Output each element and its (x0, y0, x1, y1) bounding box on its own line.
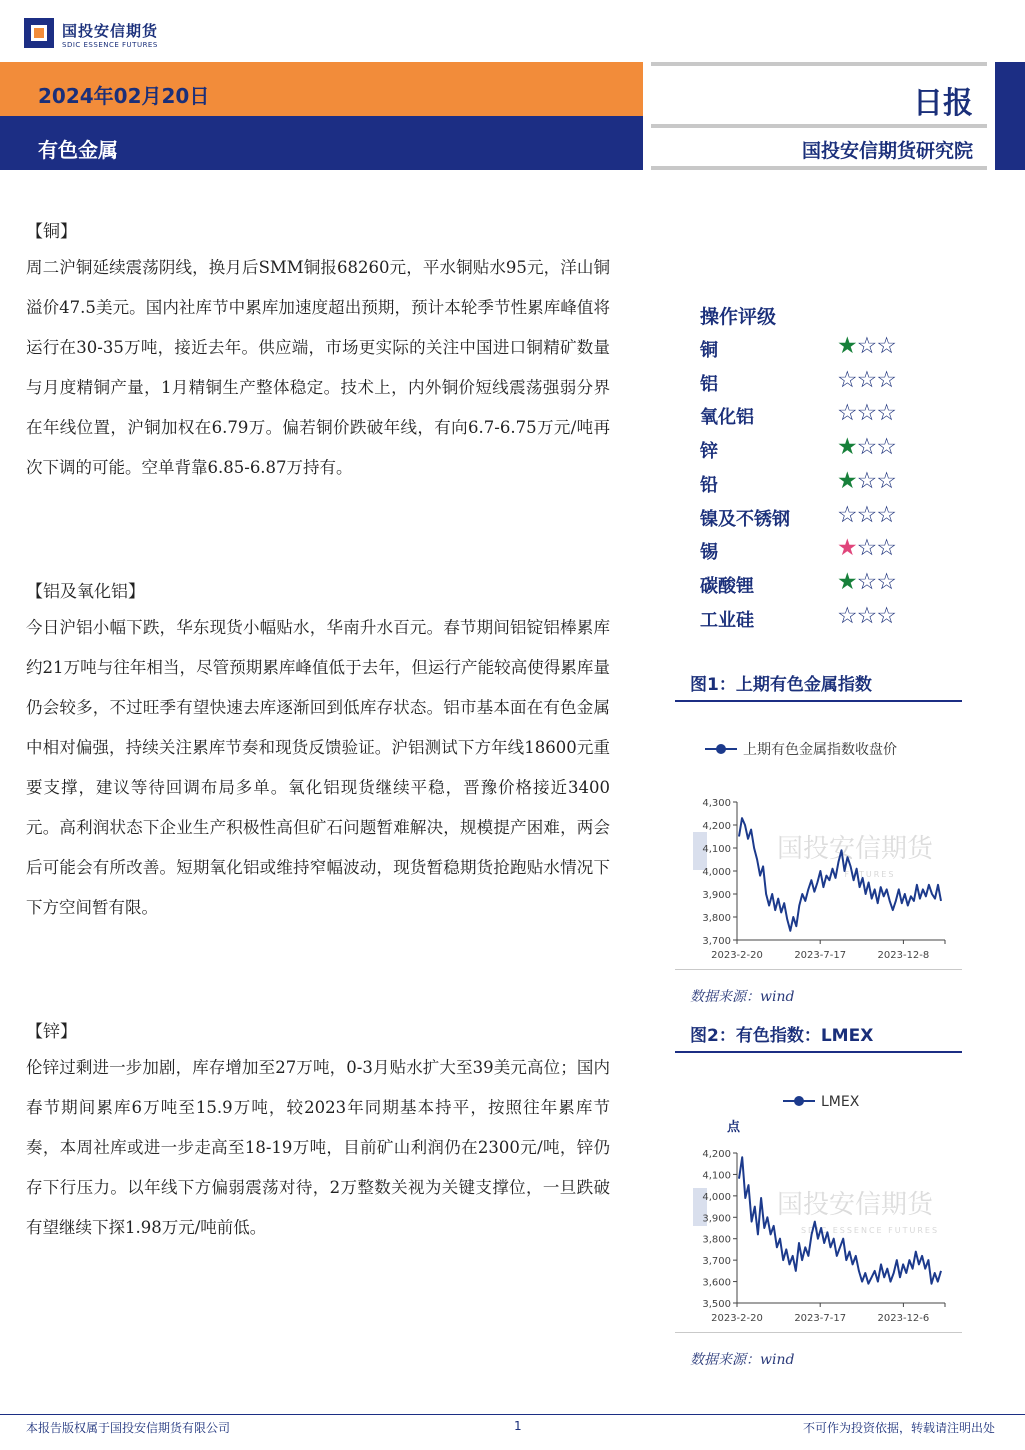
rating-stars (837, 603, 896, 629)
report-date: 2024年02月20日 (38, 84, 210, 108)
star-filled-icon: ★ (837, 535, 857, 562)
star-empty-icon: ☆ (856, 535, 877, 562)
star-empty-icon: ☆ (876, 501, 896, 528)
rating-name: 工业硅 (700, 609, 754, 631)
rating-row (700, 501, 920, 539)
logo-name-cn: 国投安信期货 (62, 22, 159, 40)
rating-name: 碳酸锂 (700, 575, 754, 597)
y-tick-label: 3,900 (702, 890, 731, 901)
rating-row (700, 333, 920, 370)
legend-label: 上期有色金属指数收盘价 (743, 742, 897, 758)
y-tick-label: 4,100 (702, 844, 731, 855)
x-tick-label: 2023-7-17 (794, 1313, 847, 1324)
star-filled-icon: ★ (837, 467, 857, 494)
star-empty-icon: ☆ (876, 568, 896, 595)
star-filled-icon: ★ (837, 333, 857, 359)
rating-name: 锡 (700, 542, 718, 564)
rating-title: 操作评级 (700, 306, 777, 328)
report-sector: 有色金属 (38, 138, 118, 162)
header-rule-middle (651, 124, 987, 128)
star-filled-icon: ★ (837, 434, 857, 461)
star-empty-icon: ☆ (837, 366, 857, 393)
section-text-copper: 周二沪铜延续震荡阴线，换月后SMM铜报68260元，平水铜贴水95元，洋山铜溢价47.5美元。国内社库节中累库加速度超出预期，预计本轮季节性累库峰值将运行在30-35万吨，接近去年。供应端，市场更实际的关注中国进口铜精矿数量与月度精铜产量，1月精铜生产整体稳定。技术上，内外铜价短线震荡强弱分界在年线位置，沪铜加权在6.79万。偏若铜价跌破年线，有向6.7-6.75万元/吨再次下调的可能。空单背靠6.85-6.87万持有。 (26, 258, 610, 477)
series-line (739, 1157, 941, 1283)
y-tick-label: 3,600 (702, 1277, 731, 1289)
x-tick-label: 2023-7-17 (794, 950, 847, 961)
figure-1-title: 图1：上期有色金属指数 (690, 675, 872, 695)
star-empty-icon: ☆ (876, 602, 896, 629)
section-text-aluminium: 今日沪铝小幅下跌，华东现货小幅贴水，华南升水百元。春节期间铝锭铝棒累库约21万吨与往年相当，尽管预期累库峰值低于去年，但运行产能较高使得累库量仍会较多，不过旺季有望快速去库逐渐回到低库存状态。铝市基本面在有色金属中相对偏强，持续关注累库节奏和现货反馈验证。沪铝测试下方年线18600元重要支撑，建议等待回调布局多单。氧化铝现货继续平稳，晋豫价格接近3400元。高利润状态下企业生产积极性高但矿石问题暂难解决，规模提产困难，两会后可能会有所改善。短期氧化铝或维持窄幅波动，现货暂稳期货抢跑贴水情况下下方空间暂有限。 (26, 618, 610, 917)
header-rule-top (651, 62, 987, 66)
rating-stars (837, 502, 896, 528)
star-empty-icon: ☆ (837, 501, 857, 528)
y-tick-label: 3,500 (702, 1299, 731, 1310)
footer-rule (0, 1414, 1025, 1415)
watermark-subtext: SDIC ESSENCE FUTURES (800, 1226, 940, 1235)
footer-disclaimer: 不可作为投资依据，转载请注明出处 (802, 1421, 995, 1435)
rating-row (700, 434, 920, 471)
rating-name: 锌 (700, 441, 718, 463)
star-empty-icon: ☆ (876, 434, 896, 461)
rating-stars (837, 468, 896, 494)
rating-stars (837, 569, 896, 595)
rating-stars (837, 333, 896, 359)
y-tick-label: 4,300 (702, 798, 731, 809)
rating-name: 铝 (700, 373, 718, 395)
watermark-text: 国投安信期货 (776, 1190, 934, 1220)
y-tick-label: 3,900 (702, 1213, 731, 1225)
y-tick-label: 3,700 (702, 936, 731, 947)
section-title-zinc: 【锌】 (26, 1022, 77, 1042)
y-tick-label: 4,200 (702, 1149, 731, 1160)
legend-marker (716, 744, 726, 754)
star-empty-icon: ☆ (837, 400, 857, 427)
logo-mark-icon (24, 18, 54, 48)
star-empty-icon: ☆ (876, 333, 896, 359)
star-empty-icon: ☆ (837, 602, 857, 629)
rating-stars (837, 434, 896, 460)
rating-row (700, 568, 920, 606)
header-rule-bottom (651, 166, 987, 170)
y-tick-label: 4,100 (702, 1170, 731, 1182)
legend-marker (794, 1096, 804, 1106)
star-empty-icon: ☆ (856, 602, 877, 629)
rating-stars (837, 535, 896, 561)
figure-1-chart (675, 702, 962, 970)
figure-2-title: 图2：有色指数：LMEX (690, 1026, 874, 1046)
x-tick-label: 2023-12-8 (877, 950, 930, 961)
x-tick-label: 2023-12-6 (877, 1313, 930, 1324)
rating-stars (837, 400, 896, 426)
star-empty-icon: ☆ (856, 467, 877, 494)
rating-name: 铜 (700, 340, 718, 361)
section-title-aluminium: 【铝及氧化铝】 (26, 582, 145, 602)
y-tick-label: 3,800 (702, 913, 731, 924)
section-title-copper: 【铜】 (26, 222, 77, 242)
y-tick-label: 3,700 (702, 1256, 731, 1268)
star-empty-icon: ☆ (876, 400, 896, 427)
institute-name: 国投安信期货研究院 (801, 140, 973, 162)
legend-label: LMEX (821, 1094, 860, 1110)
star-empty-icon: ☆ (856, 568, 877, 595)
y-tick-label: 4,000 (702, 867, 731, 878)
y-tick-label: 4,200 (702, 821, 731, 832)
x-tick-label: 2023-2-20 (711, 950, 763, 961)
rating-row (700, 602, 920, 640)
rating-stars (837, 367, 896, 393)
logo-name-en: SDIC ESSENCE FUTURES (62, 41, 158, 49)
figure-1-source: 数据来源：wind (690, 989, 795, 1005)
rating-name: 镍及不锈钢 (700, 508, 790, 530)
watermark-subtext: FUTURES (844, 870, 896, 879)
figure-2-chart (675, 1053, 962, 1333)
star-empty-icon: ☆ (876, 467, 896, 494)
star-empty-icon: ☆ (876, 535, 896, 562)
y-tick-label: 3,800 (702, 1234, 731, 1246)
rating-name: 氧化铝 (700, 407, 754, 429)
star-empty-icon: ☆ (856, 434, 877, 461)
star-empty-icon: ☆ (856, 501, 877, 528)
y-tick-label: 4,000 (702, 1191, 731, 1203)
report-type: 日报 (913, 86, 973, 121)
x-tick-label: 2023-2-20 (711, 1313, 763, 1324)
figure-2-source: 数据来源：wind (690, 1352, 795, 1368)
watermark-text: 国投安信期货 (776, 834, 934, 864)
star-empty-icon: ☆ (876, 366, 896, 393)
rating-row (700, 400, 920, 437)
section-text-zinc: 伦锌过剩进一步加剧，库存增加至27万吨，0-3月贴水扩大至39美元高位；国内春节期间累库6万吨至15.9万吨，较2023年同期基本持平，按照往年累库节奏，本周社库或进一步走高至18-19万吨，目前矿山利润仍在2300元/吨，锌仍存下行压力。以年线下方偏弱震荡对待，2万整数关视为关键支撑位，一旦跌破有望继续下探1.98万元/吨前低。 (26, 1058, 610, 1237)
rating-row (700, 467, 920, 505)
rating-row (700, 535, 920, 572)
rating-name: 铅 (700, 474, 718, 496)
star-empty-icon: ☆ (856, 400, 877, 427)
y-axis-unit: 点 (727, 1120, 741, 1135)
star-empty-icon: ☆ (856, 366, 877, 393)
header-accent-bar (995, 62, 1025, 170)
footer-copyright: 本报告版权属于国投安信期货有限公司 (26, 1421, 231, 1435)
page-number: 1 (514, 1419, 522, 1433)
star-filled-icon: ★ (837, 568, 857, 595)
star-empty-icon: ☆ (856, 333, 877, 359)
company-logo (24, 14, 224, 54)
rating-row (700, 366, 920, 404)
